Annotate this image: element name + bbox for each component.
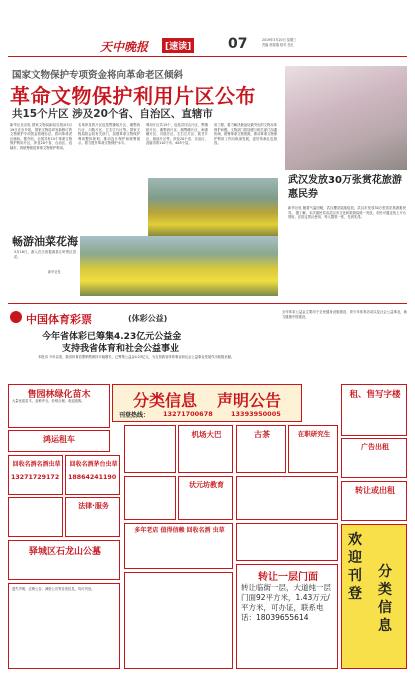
ad-law-title: 法律·服务: [78, 502, 109, 510]
classified-banner: [112, 384, 302, 422]
ad-yunhe: [8, 430, 110, 452]
lead-body-col-2: 名单涉及的片区包括鄂豫皖片区、湘鄂西片区、川陕片区、左右江片区等。国家文物局将会同有关部门，加强革命文物保护利用整体规划，推动连片保护和统筹展示，着力提升革命文物保护水平。: [78, 123, 140, 146]
ad-seedlings-body: 大量优质苗木，品种齐全，价格合理，欢迎选购。: [12, 399, 85, 403]
ad-bottom-left: [8, 583, 120, 669]
ad-research-title: 在职研究生: [297, 430, 331, 438]
ad-factory-title: 广告出租: [361, 443, 389, 451]
masthead-date: 2019年3月20日 星期三: [262, 38, 297, 42]
ad-research: [288, 425, 338, 473]
lottery-body-right: 全年体彩公益金主要用于全民健身设施建设、青少年体育活动以及社会公益事业，助力健康中国建设。: [282, 310, 407, 319]
masthead-editors: 责编 邢春瑞 校对 岳红: [262, 43, 294, 47]
side-photo: [285, 66, 407, 170]
ad-transfer2-title: 转让一层门面: [258, 572, 318, 583]
masthead-rule: [8, 56, 407, 57]
ad-truck: [178, 425, 233, 473]
lead-body-col-1: 新华社北京电 国家文物局副局长胡冰3月19日在京介绍，国家文物局印发新修订的文物保护专项资金管理办法，将向革命老区倾斜。据介绍，全国共有15个革命文物保护利用片区，涉及20个省、自治区、直辖市，将统筹推进革命文物保护利用。: [10, 123, 72, 150]
side-headline: 武汉发放30万张赏花旅游惠民券: [288, 175, 402, 200]
lottery-body: 本报讯 今年以来，我省体育彩票销售保持平稳增长，已筹集公益金4.23亿元，为支持我省体育事业和社会公益事业发展作出积极贡献。: [38, 355, 235, 359]
ad-welcome: [341, 524, 407, 669]
rapeseed-photo: [148, 178, 278, 236]
ad-law: [65, 497, 120, 537]
lottery-head-2: 支持我省体育和社会公益事业: [62, 344, 180, 354]
ad-reg2-phone: 18864241190: [68, 474, 117, 481]
lower-photo: [80, 236, 278, 296]
ad-cash: [124, 523, 233, 569]
ad-reg2-title: 回收名酒茅台虫草: [69, 461, 118, 468]
lottery-tag: (体彩公益): [128, 314, 168, 323]
ad-shop-title: 驿城区石龙山公墓: [28, 547, 101, 557]
lottery-section: [8, 307, 278, 379]
ad-mid-c: [124, 572, 233, 669]
ad-truck-title: 机场大巴: [191, 430, 222, 439]
ad-tea: [236, 425, 286, 473]
section-tag: [速读]: [162, 38, 194, 53]
ad-mid-d: [236, 476, 338, 520]
masthead: [0, 0, 415, 58]
ad-transfer2: [236, 564, 338, 669]
side-body: 新华社电 随着气温回暖，武汉樱花陆续绽放，武汉市发放30万张赏花旅游惠民券。 据了解，本次惠民券由武汉市文化和旅游局统一发放，市民可通过线上平台领取，在指定景区使用，每人限领一张，先到先得。: [288, 206, 406, 220]
ad-tea-title: 古茶: [254, 430, 270, 439]
ad-mid-e: [236, 523, 338, 561]
ad-cash-title: 多年老店 值得信赖 回收名酒 虫草: [134, 527, 225, 534]
ad-bottom-left-body: 遗失声明、注销公告、减资公告等各类信息，均可刊登。: [12, 587, 95, 591]
ad-rent-title: 租、售写字楼: [349, 390, 401, 400]
ad-mid-a: [124, 425, 176, 473]
ad-reg1: [8, 455, 63, 495]
ad-welcome-text: 欢迎刊登: [348, 532, 362, 602]
ad-cat-text: 分类信息: [378, 564, 392, 634]
hotline-2: 13393950005: [231, 410, 281, 418]
ad-transfer2-body: 转让临街一层，大道纯一层门面92平方米，1.43万元/平方米，可办证，联系电话：18039655614: [241, 583, 331, 622]
ad-yunhe-title: 鸿运租车: [43, 435, 75, 444]
ad-mid-b: [124, 476, 176, 520]
lead-subhead: 共15个片区 涉及20个省、自治区、直辖市: [12, 108, 213, 120]
ad-reg1-phone: 13271729172: [11, 474, 60, 481]
ad-transfer1: [341, 481, 407, 521]
lead-body-col-3: 利用片区共15个，包括井冈山片区、鄂豫皖片区、湘鄂西片区、湘鄂赣片区、闽浙赣片区、川陕片区、左右江片区、陕甘片区、琼崖片区等，涉及20个省、自治区、直辖市的110个市、645个县。: [146, 123, 208, 146]
ad-shop: [8, 540, 120, 580]
lead-body-col-4: 用工程，着力解决最迫切最突出的文物本体保护问题。文物部门将加强与相关部门沟通协调，统筹革命文物资源，推动革命文物保护利用工作向纵深发展，更好传承红色基因。: [214, 123, 277, 146]
page-number: 07: [228, 36, 248, 52]
photo-caption: 畅游油菜花海: [12, 235, 78, 248]
ad-factory: [341, 438, 407, 478]
ad-left-misc: [8, 497, 63, 537]
ad-reg2: [65, 455, 120, 495]
photo-credit: 新华社发: [48, 270, 61, 274]
lead-headline: 革命文物保护利用片区公布: [10, 84, 256, 108]
lead-kicker: 国家文物保护专项资金将向革命老区倾斜: [12, 70, 184, 81]
ad-reg1-title: 回收名酒名酒虫草: [12, 461, 61, 468]
classified-title-1: 分类信息: [133, 391, 198, 410]
side-body-text: 新华社电 随着气温回暖，武汉樱花陆续绽放，武汉市发放30万张赏花旅游惠民券。: [288, 206, 406, 215]
ad-rent: [341, 384, 407, 436]
ad-edu-title: 状元坊教育: [189, 481, 224, 489]
paper-name: 天中晚报: [100, 40, 149, 54]
ad-seedlings-title: 售园林绿化苗木: [27, 390, 91, 400]
ad-edu: [178, 476, 233, 520]
photo-note: 3月18日，游人在江西婺源县江岭景区赏花。: [14, 250, 76, 259]
ad-transfer1-title: 转让或出租: [355, 486, 395, 495]
lottery-logo: 中国体育彩票: [26, 313, 92, 326]
lottery-logo-icon: [10, 311, 22, 323]
ad-seedlings: [8, 384, 110, 428]
classified-title-2: 声明公告: [217, 391, 282, 410]
hotline-1: 13271700678: [163, 410, 213, 418]
hotline-label: 刊登热线：: [119, 412, 150, 419]
lottery-head-1: 今年省体彩已筹集4.23亿元公益金: [42, 332, 182, 342]
divider-1: [8, 303, 407, 304]
